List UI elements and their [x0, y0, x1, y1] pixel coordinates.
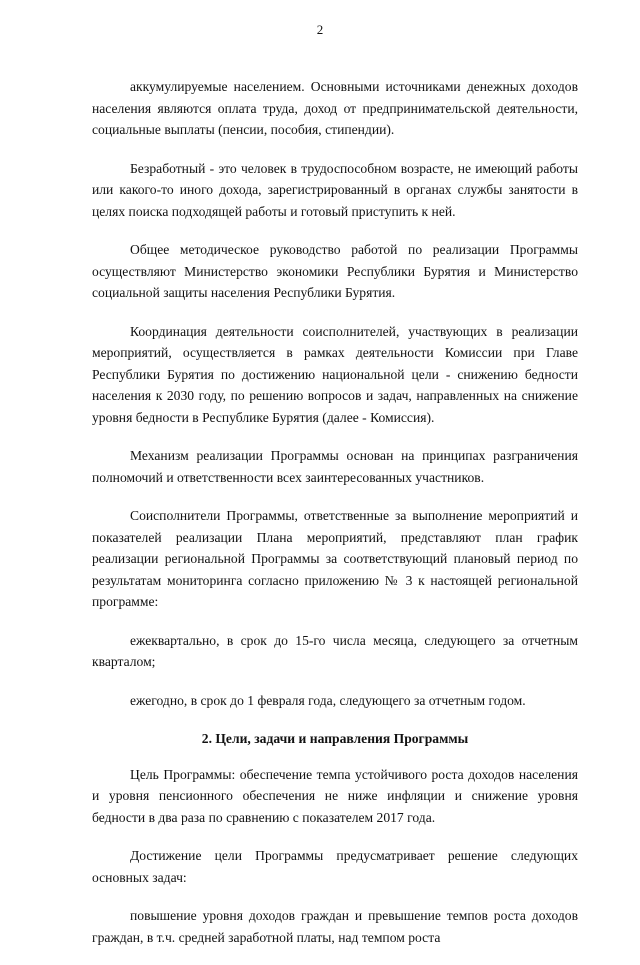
paragraph-unemployed-definition: Безработный - это человек в трудоспособном возрасте, не имеющий работы или какого-то иного дохода, зарегистрированный в органах службы занятости в целях поиска подходящей работы и готовый приступить к ней.: [92, 160, 578, 219]
paragraph-goal-achievement: Достижение цели Программы предусматривает решение следующих основных задач:: [92, 848, 578, 885]
paragraph-program-goal: Цель Программы: обеспечение темпа устойчивого роста доходов населения и уровня пенсионного обеспечения не ниже инфляции и снижение уровня бедности в два раза по сравнению с показателем 2017 года.: [92, 766, 578, 825]
paragraph-annually: ежегодно, в срок до 1 февраля года, следующего за отчетным годом.: [130, 692, 526, 708]
page-number: 2: [316, 22, 324, 37]
section-heading: 2. Цели, задачи и направления Программы: [201, 731, 469, 746]
paragraph-co-executors: Соисполнители Программы, ответственные за выполнение мероприятий и показателей реализации Плана мероприятий, представляют план график реализации региональной Программы за соответствующий плановый период по результатам мониторинга согласно приложению № 3 к настоящей региональной программе:: [92, 508, 578, 609]
paragraph-methodical-guidance: Общее методическое руководство работой по реализации Программы осуществляют Министерство экономики Республики Бурятия и Министерство социальной защиты населения Республики Бурятия.: [92, 242, 578, 300]
paragraph-coordination: Координация деятельности соисполнителей, участвующих в реализации мероприятий, осуществляется в рамках деятельности Комиссии при Главе Республики Бурятия по достижению национальной цели - снижению бедности населения к 2030 году, по решению вопросов и задач, направленных на снижение уровня бедности в Республике Бурятия (далее - Комиссия).: [92, 323, 578, 425]
paragraph-income-sources: аккумулируемые населением. Основными источниками денежных доходов населения являются оплата труда, доход от предпринимательской деятельности, социальные выплаты (пенсии, пособия, стипендии).: [92, 79, 578, 137]
paragraph-mechanism: Механизм реализации Программы основан на принципах разграничения полномочий и ответственности всех заинтересованных участников.: [92, 448, 578, 485]
document-body: [92, 76, 578, 965]
paragraph-income-growth: повышение уровня доходов граждан и превышение темпов роста доходов граждан, в т.ч. средней заработной платы, над темпом роста: [92, 908, 578, 945]
paragraph-quarterly: ежеквартально, в срок до 15-го числа месяца, следующего за отчетным кварталом;: [92, 632, 578, 669]
